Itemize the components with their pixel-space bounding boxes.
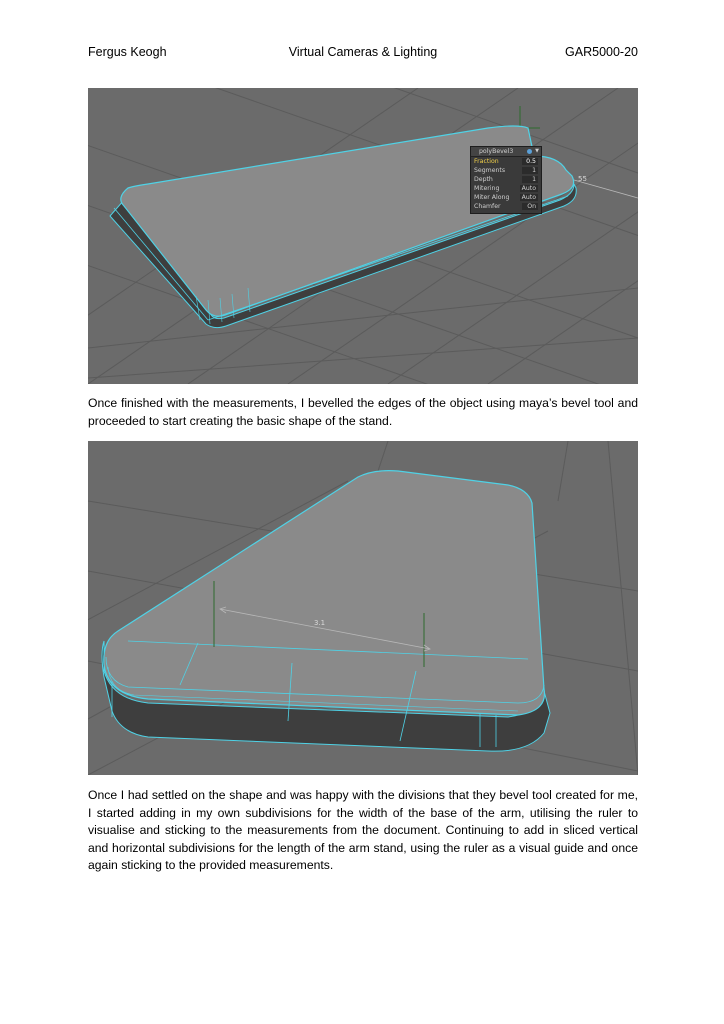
bevel-row-chamfer[interactable]: Chamfer On	[474, 203, 536, 210]
bevel-row-depth[interactable]: Depth 1	[474, 176, 536, 183]
header-author: Fergus Keogh	[88, 45, 167, 59]
bevel-miter-along-value[interactable]: Auto	[521, 194, 536, 201]
bevel-row-miter-along[interactable]: Miter Along Auto	[474, 194, 536, 201]
viewport-render-subdivisions	[88, 441, 638, 775]
bevel-chamfer-value[interactable]: On	[522, 203, 538, 210]
chevron-down-icon[interactable]: ▼	[535, 148, 539, 154]
bevel-attribute-panel[interactable]	[470, 146, 542, 214]
ruler-label: 3.1	[314, 619, 326, 627]
bevel-depth-value[interactable]: 1	[522, 176, 538, 183]
measure-label: 55	[578, 175, 587, 183]
bevel-segments-value[interactable]: 1	[522, 167, 538, 174]
bevel-row-mitering[interactable]: Mitering Auto	[474, 185, 536, 192]
page-header	[88, 45, 638, 63]
bevel-fraction-value[interactable]: 0.5	[522, 158, 538, 165]
panel-settings-icon[interactable]	[527, 149, 532, 154]
viewport-screenshot-subdivisions	[88, 441, 638, 775]
bevel-row-segments[interactable]: Segments 1	[474, 167, 536, 174]
viewport-screenshot-bevel	[88, 88, 638, 384]
bevel-row-fraction[interactable]: Fraction 0.5	[474, 158, 536, 165]
bevel-mitering-value[interactable]: Auto	[521, 185, 536, 192]
header-code: GAR5000-20	[565, 45, 638, 59]
viewport-render-bevel	[88, 88, 638, 384]
paragraph-subdivisions: Once I had settled on the shape and was happy with the divisions that they bevel tool created for me, I started adding in my own subdivisions for the width of the base of the arm, utilising the ruler to visualise and sticking to the measurements from the document. Continuing to add in sliced vertical and horizontal subdivisions for the length of the arm stand, using the ruler as a visual guide and once again sticking to the provided measurements.	[88, 788, 638, 873]
bevel-panel-title: polyBevel3 ▼	[471, 147, 541, 157]
paragraph-bevel: Once finished with the measurements, I bevelled the edges of the object using maya’s bevel tool and proceeded to start creating the basic shape of the stand.	[88, 396, 638, 428]
header-title: Virtual Cameras & Lighting	[288, 45, 438, 59]
